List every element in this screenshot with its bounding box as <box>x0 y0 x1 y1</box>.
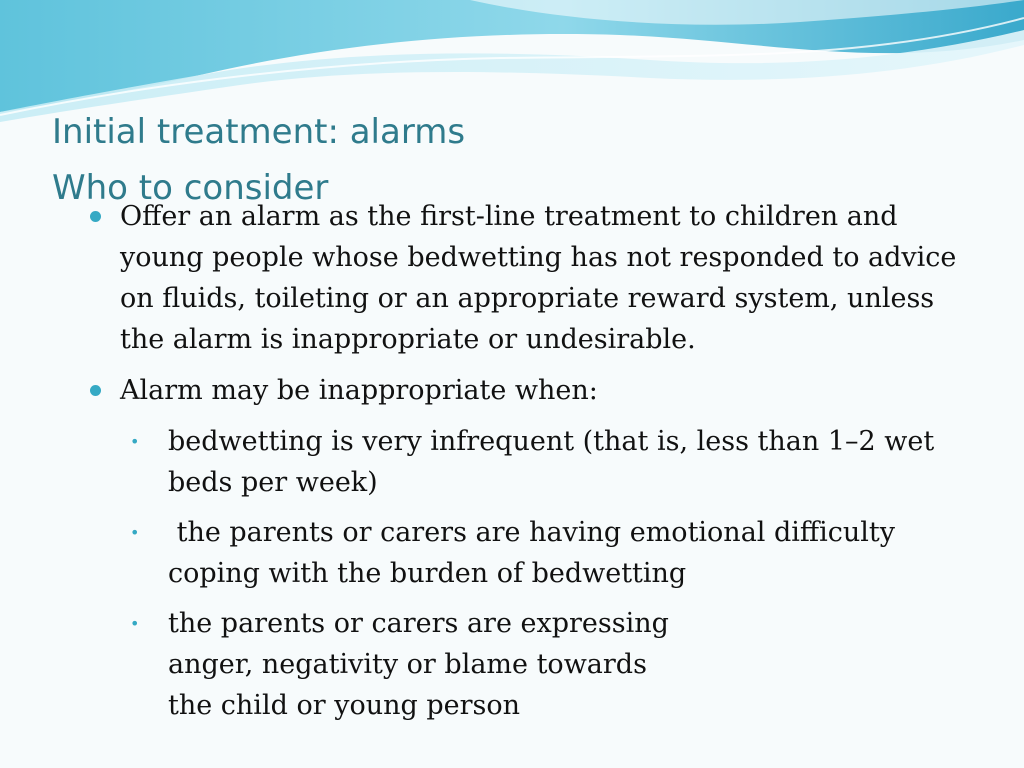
sub-bullet-item <box>88 512 968 594</box>
sub-bullet-text-line: anger, negativity or blame towards <box>168 649 647 680</box>
bullet-item <box>88 370 968 411</box>
sub-bullet-dot-icon: • <box>130 614 140 633</box>
bullet-text: Offer an alarm as the first-line treatment to children and young people whose bedwetting has not responded to advice on fluids, toileting or an appropriate reward system, unless the alarm is inappropriate or undesirable. <box>120 201 957 355</box>
slide-title-line-2: Who to consider <box>52 168 329 208</box>
bullet-text: Alarm may be inappropriate when: <box>120 375 598 406</box>
sub-bullet-dot-icon: • <box>130 523 140 542</box>
sub-bullet-item <box>88 603 968 726</box>
sub-bullet-text-line: the child or young person <box>168 690 521 721</box>
bullet-item <box>88 196 968 360</box>
sub-bullet-item <box>88 421 968 503</box>
sub-bullet-text: the parents or carers are having emotional difficulty coping with the burden of bedwetting <box>168 517 904 589</box>
sub-bullet-text-line: the parents or carers are expressing <box>168 608 669 639</box>
bullet-dot-icon <box>90 385 101 396</box>
sub-bullet-text: bedwetting is very infrequent (that is, less than 1–2 wet beds per week) <box>168 426 935 498</box>
bullet-dot-icon <box>90 211 101 222</box>
slide-title-line-1: Initial treatment: alarms <box>52 112 466 152</box>
slide-body <box>88 196 968 735</box>
sub-bullet-dot-icon: • <box>130 432 140 451</box>
